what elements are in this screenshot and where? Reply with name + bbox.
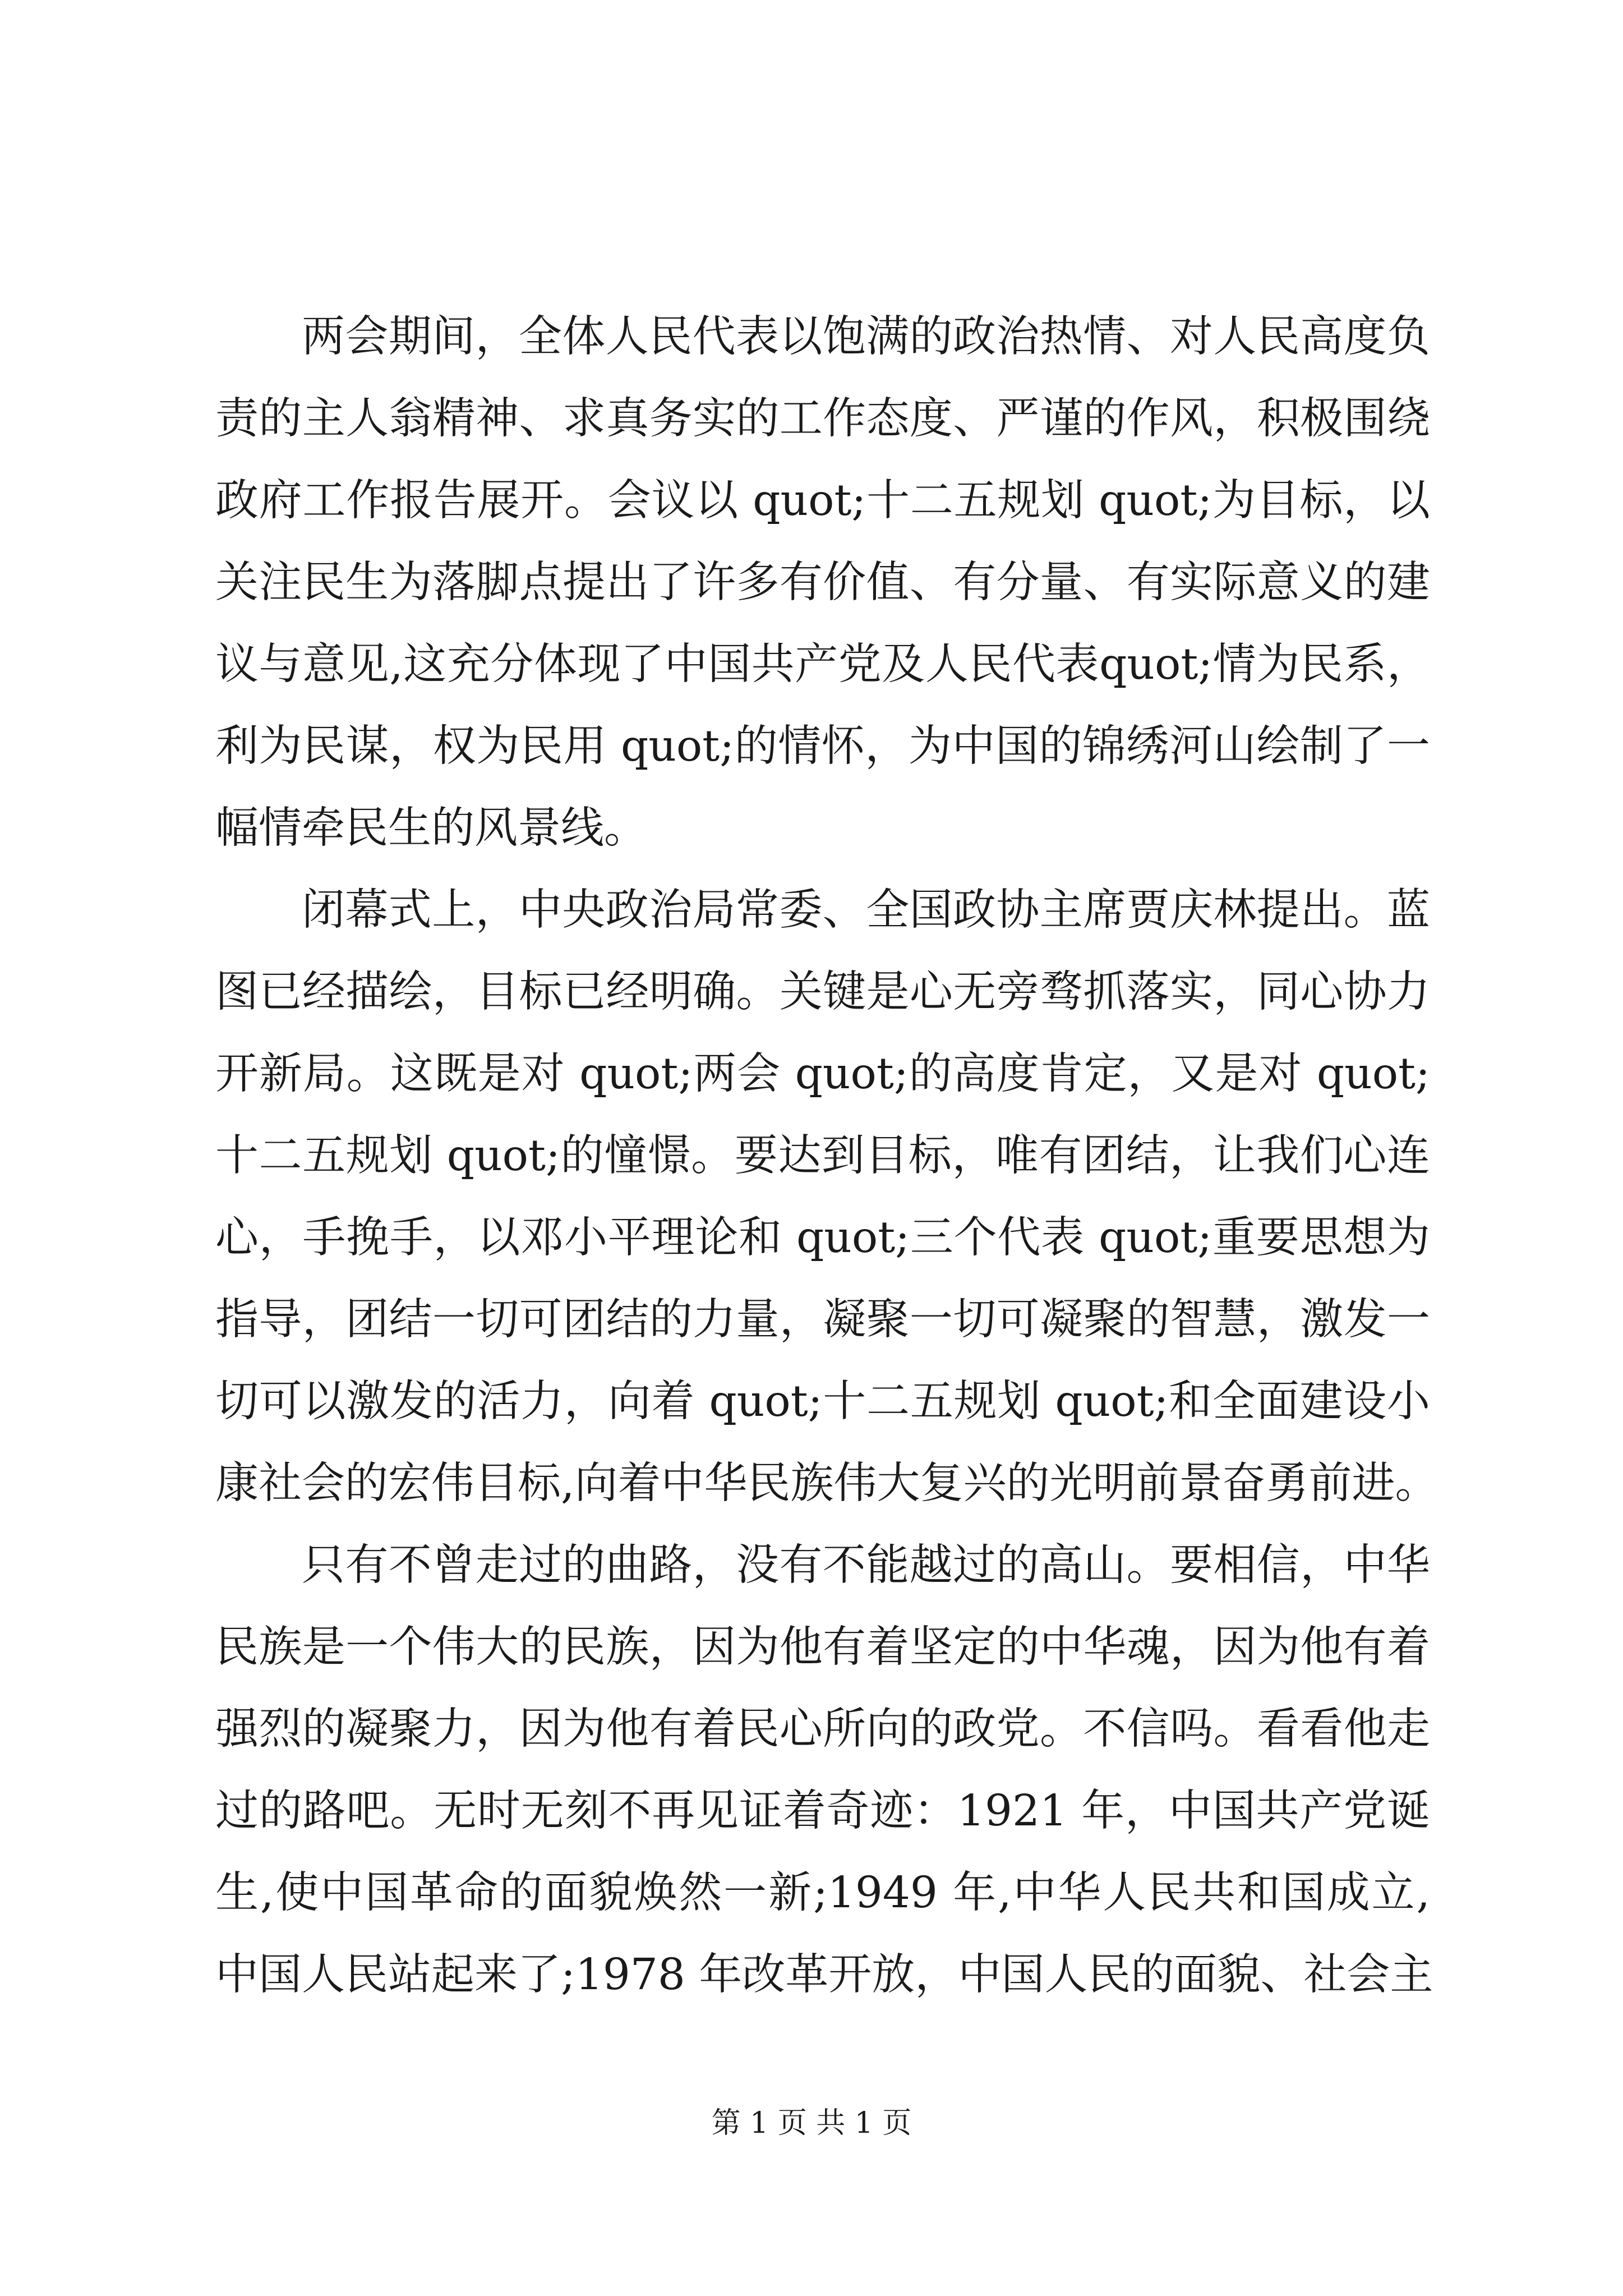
- paragraph-line: 过的路吧。无时无刻不再见证着奇迹：1921 年，中国共产党诞: [215, 1786, 1430, 1836]
- paragraph-line: 生,使中国革命的面貌焕然一新;1949 年,中华人民共和国成立,: [215, 1868, 1430, 1918]
- paragraph-line: 中国人民站起来了;1978 年改革开放，中国人民的面貌、社会主: [215, 1950, 1433, 2000]
- paragraph-line: 只有不曾走过的曲路，没有不能越过的高山。要相信，中华: [302, 1540, 1430, 1590]
- paragraph-line: 议与意见,这充分体现了中国共产党及人民代表quot;情为民系，: [215, 639, 1430, 689]
- paragraph-line: 利为民谋，权为民用 quot;的情怀，为中国的锦绣河山绘制了一: [215, 721, 1430, 771]
- paragraph-line: 闭幕式上，中央政治局常委、全国政协主席贾庆林提出。蓝: [302, 885, 1430, 935]
- paragraph-line: 心，手挽手，以邓小平理论和 quot;三个代表 quot;重要思想为: [215, 1213, 1430, 1263]
- paragraph-line: 政府工作报告展开。会议以 quot;十二五规划 quot;为目标，以: [215, 476, 1430, 526]
- paragraph-line: 关注民生为落脚点提出了许多有价值、有分量、有实际意义的建: [215, 558, 1430, 608]
- paragraph-line: 责的主人翁精神、求真务实的工作态度、严谨的作风，积极围绕: [215, 394, 1430, 444]
- paragraph-line: 开新局。这既是对 quot;两会 quot;的高度肯定，又是对 quot;: [215, 1049, 1430, 1099]
- document-body: [215, 296, 1438, 2016]
- paragraph-line: 民族是一个伟大的民族，因为他有着坚定的中华魂，因为他有着: [215, 1622, 1430, 1672]
- paragraph-line: 幅情牵民生的风景线。: [215, 803, 647, 853]
- paragraph-line: 强烈的凝聚力，因为他有着民心所向的政党。不信吗。看看他走: [215, 1704, 1430, 1754]
- paragraph-line: 两会期间，全体人民代表以饱满的政治热情、对人民高度负: [302, 312, 1430, 362]
- page-number: 第 1 页 共 1 页: [711, 2106, 912, 2140]
- paragraph-line: 图已经描绘，目标已经明确。关键是心无旁骛抓落实，同心协力: [215, 967, 1430, 1017]
- paragraph-line: 切可以激发的活力，向着 quot;十二五规划 quot;和全面建设小: [215, 1377, 1430, 1427]
- paragraph-line: 指导，团结一切可团结的力量，凝聚一切可凝聚的智慧，激发一: [215, 1295, 1430, 1345]
- paragraph-line: 十二五规划 quot;的憧憬。要达到目标，唯有团结，让我们心连: [215, 1131, 1430, 1181]
- paragraph-line: 康社会的宏伟目标,向着中华民族伟大复兴的光明前景奋勇前进。: [215, 1458, 1438, 1508]
